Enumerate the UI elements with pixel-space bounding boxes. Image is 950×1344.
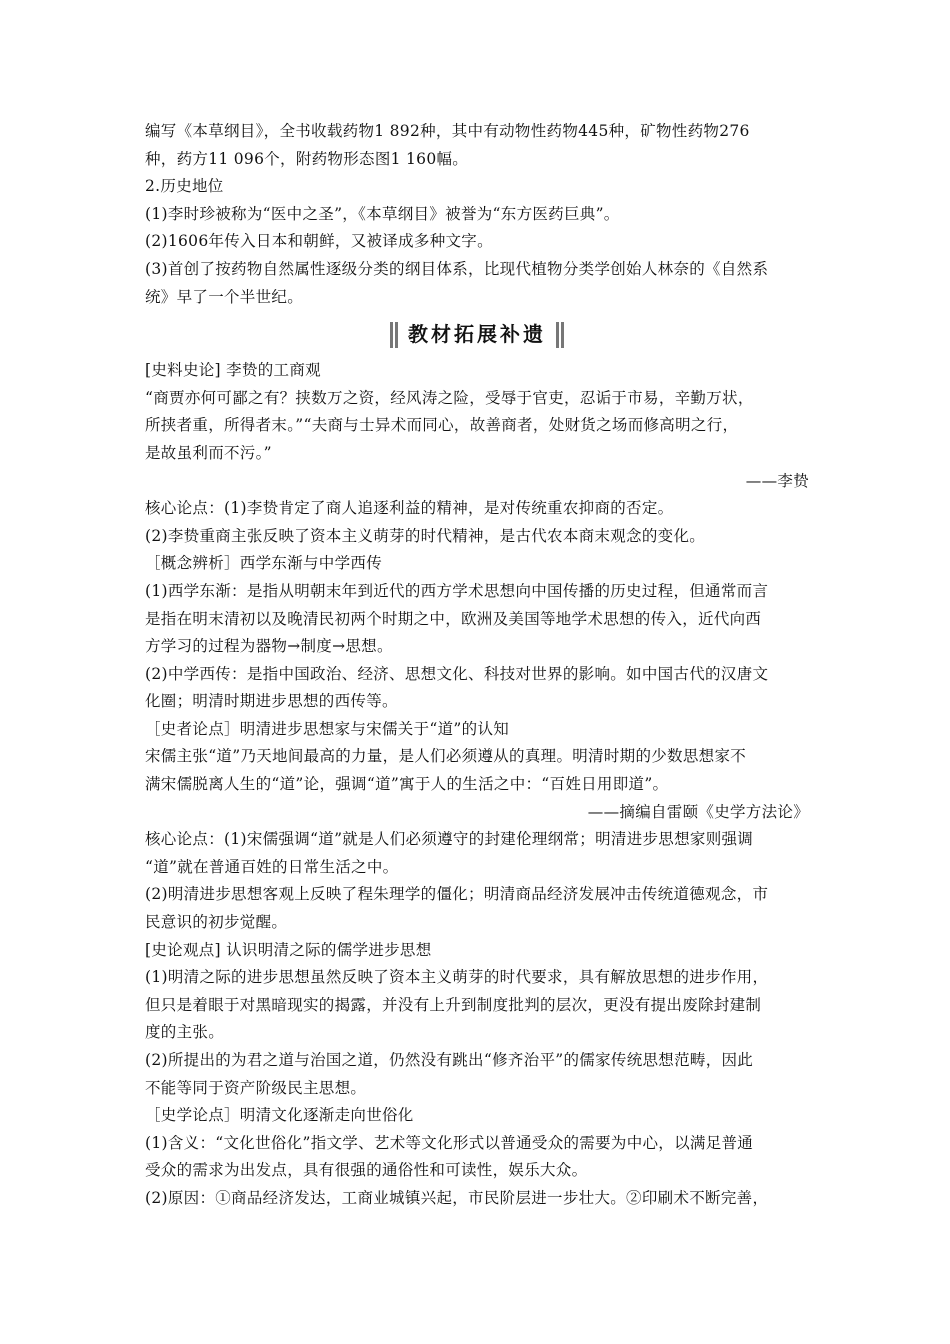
document-page: [145, 118, 809, 1213]
text-line: 核心论点：(1)李贽肯定了商人追逐利益的精神，是对传统重农抑商的否定。: [145, 499, 674, 518]
text-line: (1)明清之际的进步思想虽然反映了资本主义萌芽的时代要求，具有解放思想的进步作用，: [145, 968, 769, 987]
intro-block: [145, 118, 809, 311]
text-line: 方学习的过程为器物→制度→思想。: [145, 637, 393, 656]
text-line: (1)李时珍被称为“医中之圣”，《本草纲目》被誉为“东方医药巨典”。: [145, 204, 620, 223]
text-line: 但只是着眼于对黑暗现实的揭露，并没有上升到制度批判的层次，更没有提出废除封建制: [145, 995, 762, 1014]
text-line: 核心论点：(1)宋儒强调“道”就是人们必须遵守的封建伦理纲常；明清进步思想家则强调: [145, 830, 754, 849]
text-line: “道”就在普通百姓的日常生活之中。: [145, 857, 399, 876]
text-line: (3)首创了按药物自然属性逐级分类的纲目体系，比现代植物分类学创始人林奈的《自然系: [145, 259, 769, 278]
text-line: (2)李贽重商主张反映了资本主义萌芽的时代精神，是古代农本商末观念的变化。: [145, 526, 706, 545]
text-line: (2)1606年传入日本和朝鲜，又被译成多种文字。: [145, 232, 493, 251]
text-line: 不能等同于资产阶级民主思想。: [145, 1078, 367, 1097]
text-line: (2)明清进步思想客观上反映了程朱理学的僵化；明清商品经济发展冲击传统道德观念，市: [145, 885, 769, 904]
text-line: 化圈；明清时期进步思想的西传等。: [145, 692, 398, 711]
text-line: (1)含义：“文化世俗化”指文学、艺术等文化形式以普通受众的需要为中心，以满足普通: [145, 1133, 754, 1152]
quote-line: 是故虽利而不污。”: [145, 443, 272, 462]
attribution: ——摘编自雷颐《史学方法论》: [587, 802, 809, 821]
topic-heading: [史料史论] 李贽的工商观: [145, 361, 321, 380]
text-line: (2)中学西传：是指中国政治、经济、思想文化、科技对世界的影响。如中国古代的汉唐文: [145, 664, 769, 683]
topic-heading: ［史学论点］明清文化逐渐走向世俗化: [145, 1106, 414, 1125]
text-line: (1)西学东渐：是指从明朝末年到近代的西方学术思想向中国传播的历史过程，但通常而言: [145, 581, 769, 600]
banner-right-bars: [556, 322, 564, 348]
topic-heading: [史论观点] 认识明清之际的儒学进步思想: [145, 940, 432, 959]
text-line: 宋儒主张“道”乃天地间最高的力量，是人们必须遵从的真理。明清时期的少数思想家不: [145, 747, 747, 766]
text-line: 满宋儒脱离人生的“道”论，强调“道”寓于人的生活之中：“百姓日用即道”。: [145, 775, 669, 794]
banner-left-bars: [390, 322, 398, 348]
text-line: 编写《本草纲目》，全书收载药物1 892种，其中有动物性药物445种，矿物性药物276: [145, 122, 750, 140]
section-1: [145, 357, 809, 799]
text-line: 是指在明末清初以及晚清民初两个时期之中，欧洲及美国等地学术思想的传入，近代向西: [145, 609, 762, 628]
section-banner: [145, 313, 809, 357]
text-line: 种，药方11 096个，附药物形态图1 160幅。: [145, 149, 469, 168]
text-line: 统》早了一个半世纪。: [145, 287, 304, 306]
text-line: (2)所提出的为君之道与治国之道，仍然没有跳出“修齐治平”的儒家传统思想范畴，因此: [145, 1051, 754, 1069]
banner-title: 教材拓展补遗: [408, 322, 546, 347]
quote-line: 所挟者重，所得者末。”“夫商与士异术而同心，故善商者，处财货之场而修高明之行，: [145, 416, 739, 435]
topic-heading: ［概念辨析］西学东渐与中学西传: [145, 554, 383, 573]
section-heading: 2.历史地位: [145, 177, 224, 196]
text-line: 民意识的初步觉醒。: [145, 913, 288, 932]
topic-heading: ［史者论点］明清进步思想家与宋儒关于“道”的认知: [145, 719, 510, 738]
section-2: [145, 799, 809, 1213]
text-line: 度的主张。: [145, 1023, 225, 1042]
text-line: 受众的需求为出发点，具有很强的通俗性和可读性，娱乐大众。: [145, 1161, 588, 1180]
text-line: (2)原因：①商品经济发达，工商业城镇兴起，市民阶层进一步壮大。②印刷术不断完善，: [145, 1188, 769, 1207]
attribution: ——李贽: [745, 471, 809, 490]
quote-line: “商贾亦何可鄙之有？挟数万之资，经风涛之险，受辱于官吏，忍诟于市易，辛勤万状，: [145, 388, 754, 407]
